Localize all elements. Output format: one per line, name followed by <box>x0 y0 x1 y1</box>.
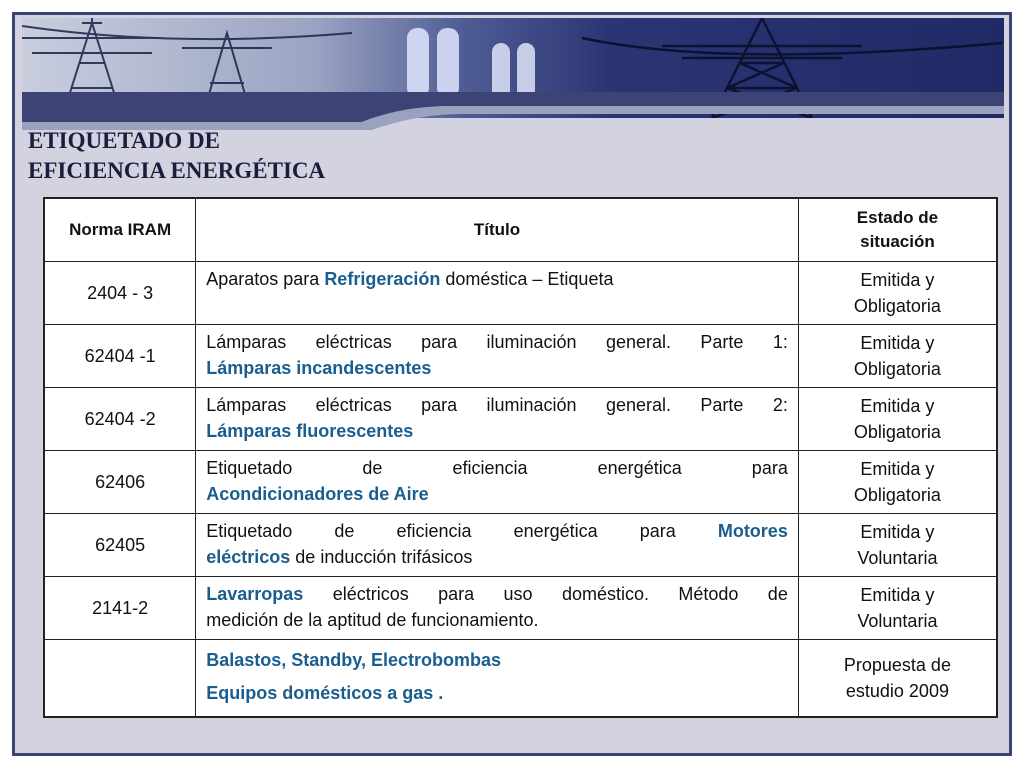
page-title <box>28 126 325 186</box>
header-estado: Estado de situación <box>798 198 997 262</box>
estado-cell: Emitida y Obligatoria <box>798 262 997 325</box>
table-row <box>44 640 997 718</box>
table-row <box>44 325 997 388</box>
estado-cell: Emitida y Obligatoria <box>798 388 997 451</box>
table-row <box>44 388 997 451</box>
titulo-cell: Lámparas eléctricas para iluminación general. Parte 2: Lámparas fluorescentes <box>196 388 799 451</box>
norma-cell: 2404 - 3 <box>44 262 196 325</box>
titulo-cell: Lámparas eléctricas para iluminación general. Parte 1: Lámparas incandescentes <box>196 325 799 388</box>
header-norma: Norma IRAM <box>44 198 196 262</box>
titulo-cell: Lavarropas eléctricos para uso doméstico. Método de medición de la aptitud de funcionamiento. <box>196 577 799 640</box>
table-row <box>44 577 997 640</box>
titulo-cell: Aparatos para Refrigeración doméstica – Etiqueta <box>196 262 799 325</box>
estado-cell: Emitida y Voluntaria <box>798 577 997 640</box>
header-titulo: Título <box>196 198 799 262</box>
titulo-cell: Balastos, Standby, Electrobombas Equipos domésticos a gas . <box>196 640 799 718</box>
estado-cell: Propuesta de estudio 2009 <box>798 640 997 718</box>
norma-cell: 62405 <box>44 514 196 577</box>
title-line-2: EFICIENCIA ENERGÉTICA <box>28 158 326 183</box>
norma-cell <box>44 640 196 718</box>
table-row <box>44 514 997 577</box>
estado-cell: Emitida y Obligatoria <box>798 325 997 388</box>
norma-cell: 62404 -1 <box>44 325 196 388</box>
title-line-1: ETIQUETADO DE <box>28 128 220 153</box>
norma-cell: 62404 -2 <box>44 388 196 451</box>
estado-cell: Emitida y Voluntaria <box>798 514 997 577</box>
norma-cell: 62406 <box>44 451 196 514</box>
estado-cell: Emitida y Obligatoria <box>798 451 997 514</box>
table-header-row <box>44 198 997 262</box>
titulo-cell: Etiquetado de eficiencia energética para Motores eléctricos de inducción trifásicos <box>196 514 799 577</box>
titulo-cell: Etiquetado de eficiencia energética para Acondicionadores de Aire <box>196 451 799 514</box>
table-row <box>44 451 997 514</box>
table-row <box>44 262 997 325</box>
norma-cell: 2141-2 <box>44 577 196 640</box>
iram-standards-table <box>43 197 998 718</box>
